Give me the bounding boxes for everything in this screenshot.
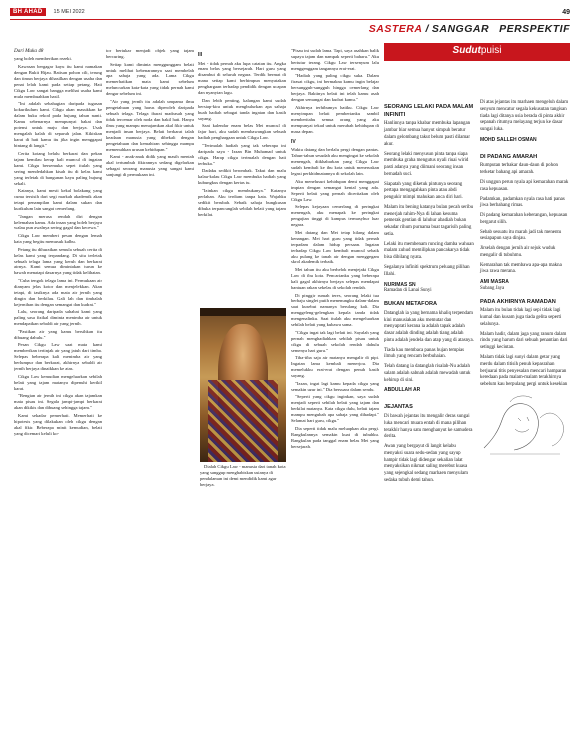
poem-author: AMI MASRA [480, 279, 509, 286]
story-paragraph: "Terimalah hadiah yang tak seberapa ini daripada saya - Izzan Bin Muhamad untuk cikgu. Harap cikgu terimalah dengan hati terbuka." [198, 142, 286, 166]
masthead [10, 6, 570, 18]
poem-stanza: Malam itu bulan tidak lagi sepi tidak lagi kumal dan kusam juga tiada gelita seperti selalunya. [480, 308, 562, 327]
story-paragraph: Cikgu Law kemudian mengeluarkan sebilah belati yang tajam matanya dipenuhi kerikil karat. [14, 373, 102, 391]
story-col3-body [198, 52, 286, 218]
story-paragraph: Lalu, seorang daripada sahabat kami yang paling sasa fizikal diminta menimba air untuk mendapatkan sebaldi air yang jernih. [14, 309, 102, 327]
story-paragraph: Mei tahun itu aku berhelok menjejaki Cikgu Law di ibu kota. Pencarianku yang beberapa kali gagal akhirnya berjaya selepas mendapat bantuan rakan sekelas di sekolah rendah. [291, 267, 379, 290]
patterned-cloth [208, 380, 278, 462]
poem-stanza: Rumputan terbakar daun-daun di pohon terketar bahang api amarah. [480, 163, 558, 176]
story-paragraph: "Izzan, ingat lagi kamu kepada cikgu yang semakin uzur ini." Dia bersuara dalam sendu. [291, 380, 379, 392]
poem-stanza: Kemarahan tak membawa apa-apa makna jiwa rawa merana. [480, 262, 562, 275]
poem-column-b [480, 100, 570, 418]
story-section-heading: III [198, 52, 203, 58]
story-paragraph: Mei datang dan Mei tetap hilang dalam kenangan. Mei hari guru yang tidak pernah terpadam dalam hidup persaan. Ingatan terhadap Cikgu Law kembali muncul sebaik aku pulang ke tanah air dengan menggegam skrol akademik terbaik. [291, 229, 379, 265]
story-paragraph: Pesan Cikgu Law saat mata kami memberikan tertinjak air yang jatuh dari timba. Selepas beberapa kali menimba air yang berlumpur dan berkarat, akhirnya sebaldi air jernih berjaya dinaikkan ke atas. [14, 342, 102, 372]
poem-author: NURIMAS SN [384, 281, 416, 288]
poem-stanza: Di unggun perun nyala api kemarahan marak rasa kepuasan. [480, 179, 569, 192]
banner-word-puisi: puisi [480, 45, 502, 56]
story-paragraph: "Ini adalah sebahagian daripada tugasan kokurikulum kami. Cikgu akan masukkan ke dalam buku rekod pada hujung tahun nanti. Kamu sebenarnya mempunyai bakat dan potensi untuk maju dan berjaya. Usah mengalah kalah di separuh jalan. Kikiskan karat di hati kamu itu jika ingin menggapai bintang di langit." [14, 101, 102, 149]
story-paragraph: "Izinkan cikgu membukanya." Katanya perlahan. Aku terdiam tanpa kata. Wajahku sedikit berubah. Sebaik sahaja bungkusan dibuka terpancunglah sebilah belati yang tajam berkilat. [198, 187, 286, 217]
section-separator: / [425, 23, 429, 35]
story-column-3-top [198, 48, 286, 306]
story-paragraph: Katanya, kami mesti kekal bolakang yang cuma tersisih dari segi markah akademik akan tetapi penampilan kami dalam sukan dan kurikulum lain sangat cemerlang. [14, 188, 102, 211]
story-paragraph: Petang itu dihuraikan semula sebuah cerita di kelas kami yang terpandang. Di situ terletak sebuah telaga lama yang keruh dan berkarat airnya. Kami semua dimintakan turun ke bawah menatapi dasarnya yang tidak kelihatan. [14, 246, 102, 276]
poem-author: ABDULLAH AR [384, 387, 421, 394]
poem-title: JEJANTAS [384, 404, 413, 411]
poem-stanza: Malam itu bening katanya bulan pecah seribu menerjah rahim-Nya di lahan kesuma pemerak gentian di laluhur abadiah bukan sekadar rihum purnama buat tagarisih paling setia. [384, 204, 474, 237]
story-paragraph: Kami sekadar pemerhati. Memerhati ke hipotesis yang dilakukan oleh cikgu dengan akal fikir. Beberapa minit kemudian, belati yang dicemari keluli ko- [14, 412, 102, 436]
poem-stanza: Malam tidak lagi sunyi dalam getar yang merdu dalam titisih penuh kepasrahan berjuarai titis penyesalan mencari hamparan keredaan pada malam-malam terakhirnya sebelum kau berpulang pergi untuk kesekian [480, 354, 568, 388]
story-paragraph: Dan lebih penting, kalangan kami sudah bersiap-kira untuk mengbulurkan apa sahaja buah hadiah sebagai tanda ingatan dan kasih sayang. [198, 97, 286, 121]
story-column-4 [291, 48, 379, 728]
banner-word-sudut: Sudut [452, 45, 481, 56]
story-paragraph: "Hadiah yang paling cikgu suka. Dalam firasat cikgu, ini bermakna kamu ingin belajar bersungguh-sungguh hingga cemerlang dan berjaya. Baktinya belati ini telah kamu asah dengan semangat dan kudrat kamu." [291, 73, 379, 103]
story-paragraph: Setiap kami diminta menggunggam belati untuk melihat kebenarannya saat membelah apa sahaja yang ada. Lama Cikgu memerhatikan mata kami sebelum meluncurkan kata-kata yang tidak pernah kami dengar sebelum ini. [106, 61, 194, 97]
pen-sketch-illustration [480, 388, 570, 460]
story-paragraph: Saat kalendar enam belas Mei muncul di fajar hari, aku sudah membawangkan sebuah hadiah penghargaan untuk Cikgu Law. [198, 123, 286, 141]
section-sastera: SASTERA [368, 23, 423, 35]
newspaper-logo: BH AHAD [10, 8, 46, 16]
poem-title: DI PADANG AMARAH [480, 153, 538, 160]
poem-title: BUKAN METAFORA [384, 301, 438, 308]
poem-stanza: Malam hadir, dalam jaga yang ranum dalam rindu yang harum dari sebuah penantian dari setinggi keciutan. [480, 331, 568, 351]
story-paragraph: Mei - tidak pernah aku lupa catatan itu. Angka enam belas yang bersejarah. Hari guru yang disambut di seluruh negara. Terdik bermat di mana setiap kami berhimpun menyatakan penghargaan terhadap pendidik dengan ucapan dan nyanyian lagu. [198, 60, 286, 96]
story-paragraph: Dadaku sedikit berombak. Takut dan malu kalau-kalau Cikgu Law membuka hadiah yang kubungkus dengan kertas tu. [198, 168, 286, 186]
poem-stanza: Di padang kemarahan keberangan, kepuasan bergarut silih. [480, 213, 568, 225]
story-paragraph: Kawasan bergagar kayu itu kami namakan dengan Bukit Hijau. Batisan pohon cili, terung dan timun berjaya dihasilkan dengan usaha dan penat lelah kami pada setiap petang. Hati Cikgu Law sangat bangga melihat usaha kami mula membuahkan hasil. [14, 63, 102, 99]
photo-caption: Dialah Cikgu Law - manusia dari tanah kota yang sanggup menghabiskan usianya di pendalaman ini demi mendidik kami agar berjaya. [200, 464, 286, 487]
story-paragraph: yang boleh memberikan rezeki. [14, 56, 72, 62]
section-heading [306, 22, 570, 36]
poem-place: Subang Jaya [480, 286, 505, 292]
poem-stanza: Padamkan, padamkan nyala rasa hati panas jiwa berbahang rimas. [480, 196, 565, 209]
poem-title: SEORANG LELAKI PADA MALAM INFINITI [384, 104, 474, 118]
story-column-1 [14, 48, 102, 728]
story-paragraph: Akhirnya terhibumya hatiku. Cikgu Law menyimpan belati pemberianku sambil memberitahu semua orang yang aku mempunyai tekad untuk merubah kehidupan di masa depan. [291, 104, 379, 134]
poem-stanza: Siapatah yang diketuk pintunya seorang pertapa mengagahkan pinta atau abdi pengukir mimpi mahukan anca diri hari. [384, 181, 463, 201]
page-number: 49 [562, 8, 570, 16]
story-paragraph: "Bengian air jernih ini cikgu akan tajamkan mata pisau ini. Segala jampi-jampi berkarat akan dikikis dan dibuang sehingga tajam." [14, 393, 102, 411]
page-header [0, 0, 580, 40]
story-paragraph: tor bertukar menjadi objek yang tajam bercuring. [106, 48, 194, 59]
continued-from: Dari Muka 48 [14, 48, 44, 54]
poem-stanza: Di atas jejantas itu marhaen mengeluh dalam senyum mencatur segala kekusutan tangisan tiada lagi ditanya usia berada di pinta akhir sepanah ritumya melayang terjun ke dasar sungai luka. [480, 100, 569, 133]
story-col1-body [14, 56, 102, 436]
section-perspektif: PERSPEKTIF [499, 23, 570, 35]
story-paragraph: "Pisau ini sudah lama. Tapi, saya asahkan balik supaya tajam dan nampak seperti baharu." Aku bertutur terang. Cikgu Law tersenyum lalu menggenggam tangannya erat-erat. [291, 48, 379, 71]
story-paragraph: "Seperti yang cikgu inginkan, saya sudah menjadi seperti sebilah belati yang tajam dan berkilat matanya. Kata cikgu dulu, belati tajam mampu mengubah apa sahaja yang dihadapi." Selamat hari guru, cikgu." [291, 394, 379, 424]
poem-title: PADA AKHIRNYA RAMADAN [480, 298, 556, 305]
poem-stanza: Telah datang ia datanglah risalah-Nu adalah salam adalah sabnah adalah mewadah untuk kehirup di sini. [384, 364, 471, 383]
story-paragraph: "Cuba tengok telaga lama ini. Permukaan air dianyam jelas kotor dan menjelekkan. Akan tetapi, di tasiknya ada mata air jernih yang dingin dan berkilau. Gali lah dan timbalah kejernihan itu dengan semangat dan kudrat." [14, 278, 102, 307]
story-col2-body [106, 48, 194, 178]
poem-column-a [384, 100, 474, 488]
story-paragraph: "Air yang jernih itu adalah umpama ilmu pengetahuan yang harus diperoleh daripada sebuah telaga. Telaga ibarat madrasah yang tidak tercemar oleh noda dan bakil hati. Hanya ilmu yang mampu menajamkan akal fikir untuk menjadi insan berjaya. Belati berkarat ialah keadaan manusia yang dibekali dengan pengetahuan dan kemahiran sehingga mampu memenuhkan urusan kehidupan." [106, 98, 194, 152]
issue-date: 15 MEI 2022 [53, 9, 85, 15]
story-paragraph: Cikgu Law memberi pesan dengan lemah kata yang begitu memusuk kalbu. [14, 233, 102, 244]
poem-stanza: Datanglah ia yang bernama khaliq terpendam kini manusiakan aku memutar dan menyaprati kerana ia adalah tapak adalah dasar adalah dinding adalah tiang adalah pintu adalah jendela dan atap yang di atasnya. [384, 310, 474, 343]
section-sanggar: SANGGAR [431, 23, 490, 35]
story-paragraph: Dia seperti tidak malu meluapkan aku pergi. Rangkulannya semakin kuat di tubuhku. Rangkulan pada tanggal enam belas Mei yang bersejarah. [291, 425, 379, 449]
story-paragraph: Waktu datang dan berlalu pergi dengan pantas. Tahun-tahun sesudah aku mengingat ke sekolah menengah, diikhabarkan yang Cikgu Law sudah kembali ke ibu kota untuk meneruskan legasi perkhidmatannya di sekolah lain. [291, 147, 379, 177]
story-paragraph: Di pinggir rumah teres, seorang lelaki tua berbaju singlet putih menenungku dalam-dalam saat kusebut namanya berulang kali. Dia menggeleng-gelengkan kepala tanda tidak mengenalinku. Saat itulah aku mengeluarkan sebilah belati yang kubawa sama. [291, 292, 379, 328]
story-col4-body [291, 48, 379, 135]
story-column-2 [106, 48, 194, 728]
poem-stanza: Awan yang bergayut di langit kelabu menyaksi suara sedu-sedan yang sayup hampir tidak lagi didengar sekalian lalat menyaksikan nikmat saling merebut kuasa yang sejengkal sedang marhaen menyulam sedaka tubuh demi tahun. [384, 444, 468, 483]
story-paragraph: Tiba-tiba saja air matanya mengalir di pipi. Ingatan lama kembali menerjou. Dia memelukku erat-erat dengan penuh kasih sayang. [291, 355, 379, 379]
story-paragraph: Cerita kotang belalu berkarat dan pekan tajam kemilau kerap kali muncul di ingatan kami. Cikgu bersemuka sepet itulah yang sering mendedahkan kisah itu di kelas kami yang terletak di bangunan kayu paling hujung sekali. [14, 150, 102, 186]
poem-stanza: Segalanya infiniti spektrum peluang pilihan Illahi. [384, 264, 470, 277]
teacher-photo [200, 308, 286, 462]
poem-stanza: Tiada kau membaca panas hujan tempias ilmuh yang rencam berbuhaian. [384, 347, 465, 360]
poem-stanza: Jirselah dengan jernih air sejuk wuduk mengalir di tubuhmu. [480, 246, 556, 258]
poem-author: MOHD SALLEH OSMAN [480, 136, 537, 143]
story-paragraph: "Pastikan air yang kamu bersihkan itu dibuang dahulu." [14, 328, 102, 340]
story-paragraph: Selepas kejayaan cemerlang di peringkat menengah, aku menapak ke peringkat pengajian tinggi di kampus termasyhur luar negara. [291, 204, 379, 228]
story-col4-body-iv [291, 147, 379, 449]
story-paragraph: Aku menelusuri kehidupan demi menggapai impian dengan semangat kental yang ada. Seperti belati yang pernah diceritakan oleh Cikgu Law. [291, 178, 379, 202]
section-iv-heading: IV [291, 138, 296, 145]
poem-place: Ramadan di Lanai Sunyi [384, 288, 432, 294]
story-paragraph: "Jangan merasa rendah diri dengan kelemahan kamu. Ada insan yang boleh berjaya walau pun awalnya sering gagal dan kecewa." [14, 213, 102, 231]
poem-stanza: Hanlinnya tanpa khabar membuka lapangan jambar biar semua hanyut simpuh beratur dalam gelombang takut belum pasti dilamar akur. [384, 121, 471, 147]
header-rule [10, 19, 570, 20]
poem-stanza: Seorang lelaki menyusun pinta tanpa siapa membuka graha mengutus nyali riuai wirid pasti adanya yang diimani seorang insan bernadah suci. [384, 151, 469, 177]
story-paragraph: "Cikgu ingat tak lagi belati ini. Sayalah yang pernah menghadiahkan sebilah pisau untuk cikgu di sebuah sekolah rendah dahulu semenya hari guru." [291, 329, 379, 353]
poem-stanza: Lelaki itu membenam runcing damba wahuan malam zuhud memilipkan pancakarya tidak bisa dibilang nyata. [384, 241, 474, 261]
sudut-puisi-banner [384, 40, 570, 64]
poem-stanza: Sebab sesuatu itu marah jadi tak menentu sesiapapun saya dinjau. [480, 229, 562, 242]
poem-stanza: Di bawah jejantas itu mengalir deras sungai luka mencari muara entah di mana pilihan terakhir hanya satu menghanyut ke samudera derita. [384, 414, 473, 440]
story-paragraph: Kami - anak-anak didik yang masih mentah akal tertumbuh fikirannya sedang digelarkan sebagai seorang manusia yang sangat kami sanjungi di permukaan ini. [106, 154, 194, 178]
